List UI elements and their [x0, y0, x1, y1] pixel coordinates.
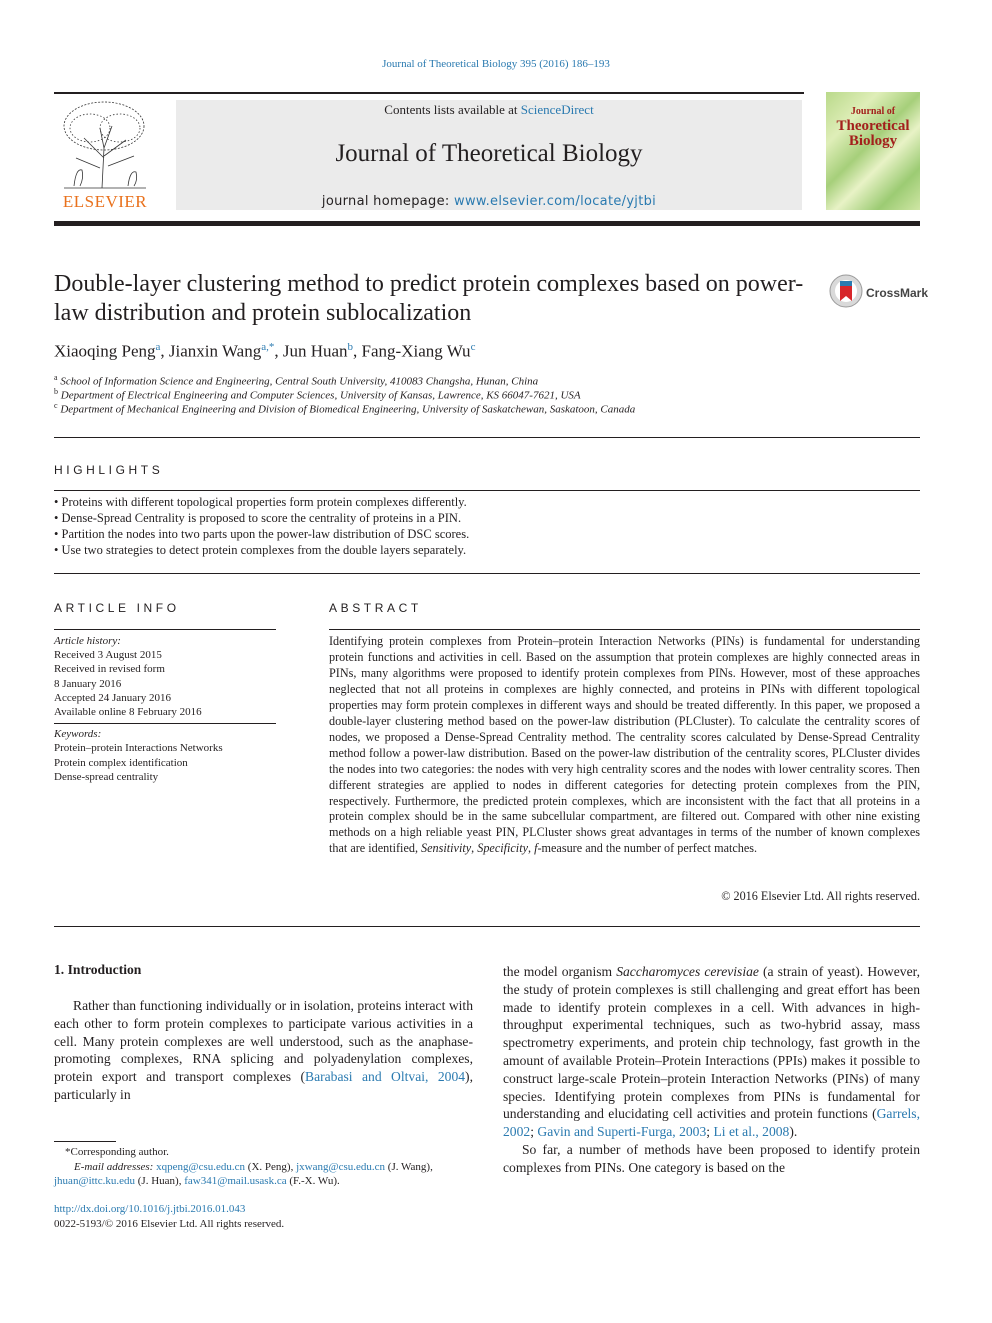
section-heading: 1. Introduction	[54, 962, 142, 977]
abstract-text: -measure and the number of perfect matches.	[537, 841, 758, 856]
email-link[interactable]: xqpeng@csu.edu.cn	[156, 1160, 246, 1173]
doi-link[interactable]: http://dx.doi.org/10.1016/j.jtbi.2016.01.043	[54, 1203, 246, 1215]
issn-line: 0022-5193/© 2016 Elsevier Ltd. All rights reserved.	[54, 1217, 285, 1230]
citation-link[interactable]: Li et al., 2008	[713, 1124, 790, 1140]
asterisk-mark: *	[65, 1146, 71, 1158]
paper-title: Double-layer clustering method to predict protein complexes based on power-law distribution and protein sublocalization	[54, 271, 804, 326]
highlight-text: Proteins with different topological properties form protein complexes differently.	[61, 495, 467, 509]
citation-separator: ;	[530, 1124, 538, 1140]
email-owner: (J. Wang),	[385, 1160, 433, 1173]
email-owner: (J. Huan),	[135, 1175, 185, 1187]
abstract-heading: ABSTRACT	[329, 601, 422, 615]
header-thick-rule	[54, 221, 920, 226]
highlight-item: • Dense-Spread Centrality is proposed to score the centrality of proteins in a PIN.	[54, 511, 462, 525]
highlight-item: • Proteins with different topological properties form protein complexes differently.	[54, 495, 467, 509]
author-name[interactable]: Fang-Xiang Wu	[361, 341, 471, 361]
abstract-body	[329, 634, 920, 857]
intro-text: ), particularly in	[54, 1069, 473, 1102]
abstract-sep: ,	[471, 841, 478, 856]
footnote	[54, 1145, 473, 1189]
history-entry: Accepted 24 January 2016	[54, 691, 171, 704]
intro-text: Rather than functioning individually or in isolation, proteins interact with each other to form protein complexes to participate various activities in a cell. Many protein complexes are well understood, such as the anaphase-promoting complexes, RNA splicing and polyadenylation complexes, protein export and transport complexes (	[54, 998, 473, 1085]
crossmark-icon[interactable]	[829, 274, 863, 308]
highlight-text: Partition the nodes into two parts upon the power-law distribution of DSC scores.	[61, 527, 470, 541]
history-label: Article history:	[54, 635, 121, 647]
citation-separator: ;	[706, 1124, 714, 1140]
doi-block	[54, 1202, 284, 1231]
article-info-rule	[54, 629, 276, 630]
highlights-bottom-rule	[54, 573, 920, 574]
affiliation-text: Department of Mechanical Engineering and Division of Biomedical Engineering, University of Saskatchewan, Saskatoon, Canada	[60, 403, 636, 416]
keyword: Protein–protein Interactions Networks	[54, 742, 223, 755]
history-entry: Received in revised form	[54, 663, 165, 676]
journal-citation[interactable]: Journal of Theoretical Biology 395 (2016) 186–193	[382, 58, 610, 70]
intro-paragraph	[54, 997, 473, 1104]
corresponding-text: Corresponding author.	[70, 1146, 169, 1158]
species-name: Saccharomyces cerevisiae	[616, 964, 759, 979]
header-top-rule	[54, 92, 804, 94]
author-name[interactable]: Jun Huan	[282, 341, 348, 361]
history-entry: Available online 8 February 2016	[54, 705, 276, 724]
keyword: Protein complex identification	[54, 756, 188, 769]
author-list: Xiaoqing Peng$^a$, Jianxin Wang$^{a,*}$, Jun Huan$^b$, Fang-Xiang Wu$^c$	[54, 341, 476, 361]
journal-homepage	[176, 194, 802, 209]
intro-text: (a strain of yeast). However, the study of protein complexes is still challenging and great effort has been made to identify protein complexes in a cell. With advances in high-throughput experimental techniques, such as two-hybrid assay, mass spectrometry experiments, and protein chip technology, fast growth in the amount of available Protein–Protein Interactions (PPIs) makes it possible to construct large-scale Protein–protein Interaction Networks (PINs) of many species. Identifying protein complexes from PINs is fundamental for understanding and elucidating cell activities and protein functions (	[503, 964, 920, 1122]
cover-line-2: Theoretical	[836, 118, 910, 134]
affiliation-mark: a	[54, 373, 58, 382]
intro-text: the model organism	[503, 964, 617, 979]
author-affil-mark[interactable]: a,*	[261, 341, 275, 353]
author-affil-mark[interactable]: b	[347, 341, 354, 353]
email-link[interactable]: jxwang@csu.edu.cn	[296, 1160, 386, 1173]
intro-paragraph: So far, a number of methods have been proposed to identify protein complexes from PINs. One category is based on the	[503, 1141, 920, 1175]
cover-line-3: Biology	[848, 133, 898, 149]
contents-line	[176, 102, 802, 118]
highlight-item: • Use two strategies to detect protein complexes from the double layers separately.	[54, 543, 467, 557]
history-entry: Received 3 August 2015	[54, 649, 162, 662]
highlights-top-rule	[54, 490, 920, 491]
highlight-text: Dense-Spread Centrality is proposed to score the centrality of proteins in a PIN.	[61, 511, 462, 525]
email-owner: (X. Peng),	[245, 1160, 297, 1173]
affiliation-text: School of Information Science and Engineering, Central South University, 410083 Changsha, Hunan, China	[60, 375, 539, 388]
author-affil-mark[interactable]: c	[470, 341, 476, 353]
affiliation	[54, 373, 538, 388]
abstract-text: Identifying protein complexes from Protein–protein Interaction Networks (PINs) is fundamental for understanding protein functions and activities in cell. Based on the assumption that protein complexes are highly connected areas in PINs, many algorithms were proposed to identify protein complexes from PINs. However, most of these approaches neglected that not all proteins in complexes are highly connected, and proteins in PINs with different topological properties may form protein complexes in different ways and should be treated differently. In this paper, we proposed a double-layer clustering method based on the power-law distribution (PLCluster). To calculate the centrality scores of nodes, we proposed a Dense-Spread Centrality method. The centrality scores calculated by Dense-Spread Centrality method follow a power-law distribution. Based on the power-law distribution of the centrality scores, PLCluster divides the nodes into two categories: the nodes with very high centrality scores and the nodes with lower centrality scores. Then different strategies are applied to nodes in different categories for detecting protein complexes from the PIN, respectively. Furthermore, the predicted protein complexes, which are inconsistent with the fact that all proteins in a protein complex should be in the same subcellular compartment, are filtered out. Compared with other nine existing methods on a high reliable yeast PIN, PLCluster shows great advantages in terms of the number of known complexes that are identified,	[329, 634, 920, 856]
affiliation-mark: c	[54, 401, 58, 410]
body-top-rule	[54, 926, 920, 927]
affiliation	[54, 387, 581, 402]
highlight-text: Use two strategies to detect protein complexes from the double layers separately.	[61, 543, 467, 557]
keyword: Dense-spread centrality	[54, 770, 159, 783]
email-line	[54, 1174, 473, 1189]
affiliation-text: Department of Electrical Engineering and Computer Sciences, University of Kansas, Lawrence, KS 66047-7621, USA	[60, 389, 581, 402]
email-link[interactable]: faw341@mail.usask.ca	[184, 1175, 287, 1187]
email-label: E-mail addresses:	[74, 1160, 157, 1173]
cover-line-1: Journal of	[850, 106, 896, 117]
email-link[interactable]: jhuan@ittc.ku.edu	[54, 1175, 136, 1187]
abstract-term: f	[534, 841, 538, 856]
citation-link[interactable]: Gavin and Superti-Furga, 2003	[537, 1124, 707, 1140]
contents-prefix: Contents lists available at	[384, 102, 521, 117]
homepage-link[interactable]: www.elsevier.com/locate/yjtbi	[454, 194, 657, 209]
article-info	[54, 634, 276, 784]
cover-title	[826, 104, 920, 149]
intro-text: ).	[789, 1124, 798, 1140]
homepage-prefix: journal homepage:	[321, 194, 455, 209]
footnote-rule	[54, 1141, 116, 1142]
keywords-label: Keywords:	[54, 728, 102, 741]
section-rule	[54, 437, 920, 438]
abstract-term: Specificity	[477, 841, 528, 856]
abstract-term: Sensitivity	[421, 841, 472, 856]
abstract-rule	[329, 629, 920, 630]
publisher-wordmark: ELSEVIER	[62, 192, 148, 211]
journal-title: Journal of Theoretical Biology	[335, 140, 643, 167]
intro-paragraph	[503, 963, 920, 1141]
email-line	[54, 1160, 473, 1175]
intro-column-2	[503, 963, 920, 1177]
corresponding-note	[54, 1145, 473, 1160]
sciencedirect-link[interactable]: ScienceDirect	[520, 102, 594, 117]
affiliation	[54, 401, 635, 416]
author-name[interactable]: Jianxin Wang	[168, 341, 262, 361]
abstract-sep: ,	[528, 841, 535, 856]
affiliation-mark: b	[54, 387, 58, 396]
author-name[interactable]: Xiaoqing Peng	[54, 341, 156, 361]
author-affil-mark[interactable]: a	[155, 341, 161, 353]
highlights-heading: HIGHLIGHTS	[54, 463, 164, 477]
crossmark-label[interactable]: CrossMark	[866, 286, 929, 300]
email-owner: (F.-X. Wu).	[286, 1175, 340, 1187]
abstract-copyright: © 2016 Elsevier Ltd. All rights reserved.	[721, 889, 920, 903]
article-info-heading: ARTICLE INFO	[54, 601, 180, 615]
highlight-item: • Partition the nodes into two parts upon the power-law distribution of DSC scores.	[54, 527, 470, 541]
citation-link[interactable]: Barabasi and Oltvai, 2004	[305, 1069, 466, 1085]
citation-link[interactable]: Garrels, 2002	[503, 1106, 920, 1140]
history-entry: 8 January 2016	[54, 677, 122, 690]
